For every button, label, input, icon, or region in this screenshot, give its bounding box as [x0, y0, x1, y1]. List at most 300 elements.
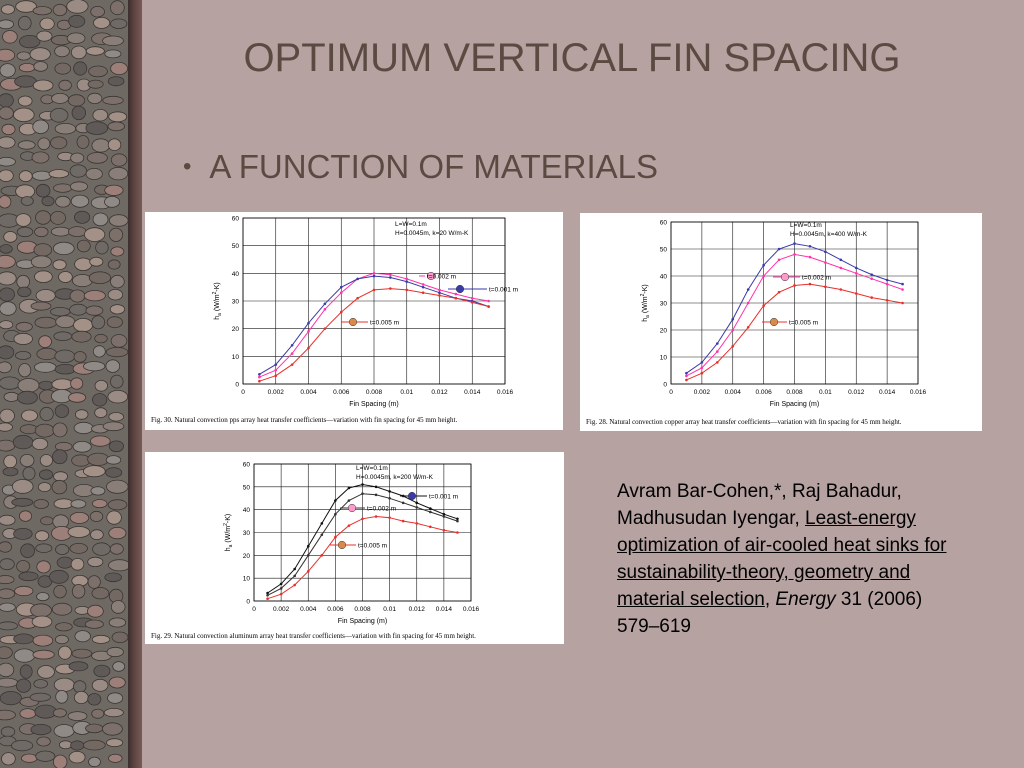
pebble	[32, 438, 48, 449]
data-point	[321, 554, 324, 557]
pebble	[88, 576, 100, 589]
y-axis-label-part: (W/m	[214, 294, 221, 314]
data-point	[348, 524, 351, 527]
data-point	[487, 300, 490, 303]
pebble	[36, 290, 55, 302]
pebble	[0, 589, 15, 599]
chart-annotation: L=W=0.1m	[395, 221, 427, 228]
data-point	[762, 304, 765, 307]
pebble	[19, 171, 32, 182]
y-tick-label: 60	[231, 215, 239, 223]
y-tick-label: 40	[659, 273, 667, 281]
data-point	[778, 248, 781, 251]
data-point	[340, 311, 343, 314]
pebble	[103, 422, 124, 431]
data-point	[340, 286, 343, 289]
data-point	[870, 277, 873, 280]
pebble	[0, 288, 15, 301]
legend-label: t=0.005 m	[358, 542, 388, 550]
pebble	[109, 677, 125, 688]
data-point	[824, 250, 827, 253]
pebble	[69, 751, 85, 763]
pebble	[102, 723, 122, 735]
citation-authors: Avram Bar-Cohen,*, Raj Bahadur, Madhusudan Iyengar,	[617, 481, 902, 529]
citation-separator: ,	[764, 589, 776, 610]
pebble	[0, 377, 20, 389]
pebble	[93, 213, 108, 226]
pebble	[109, 215, 128, 227]
chart-panel-aluminum	[145, 452, 564, 644]
pebble	[86, 724, 103, 733]
pebble	[57, 557, 73, 568]
y-axis-label-part: a	[645, 315, 651, 318]
pebble	[69, 662, 88, 671]
x-tick-label: 0.012	[848, 389, 865, 396]
pebble	[0, 663, 14, 677]
pebble	[42, 196, 54, 205]
pebble	[88, 694, 101, 706]
pebble	[107, 739, 123, 747]
data-point	[731, 318, 734, 321]
data-point	[389, 276, 392, 279]
pebble	[33, 120, 49, 134]
pebble	[109, 413, 124, 422]
pebble	[108, 260, 120, 269]
y-axis-label-part: -K)	[214, 282, 221, 292]
pebble	[39, 470, 52, 480]
y-tick-label: 0	[663, 381, 667, 389]
pebble	[92, 635, 110, 643]
y-tick-label: 50	[242, 484, 250, 492]
pebble	[72, 331, 91, 342]
legend-label: t=0.001 m	[489, 286, 519, 294]
pebble	[0, 170, 13, 182]
x-tick-label: 0.008	[786, 389, 803, 396]
y-axis-label-part: -K)	[225, 513, 232, 524]
pebble	[54, 499, 73, 509]
pebble	[113, 662, 125, 672]
pebble	[92, 679, 108, 691]
pebble	[31, 724, 51, 734]
data-point	[840, 267, 843, 270]
pebble	[17, 561, 30, 573]
pebble	[38, 483, 51, 492]
data-point	[731, 329, 734, 332]
data-point	[307, 322, 310, 325]
chart-annotation: H=0.0045m, k=400 W/m-K	[790, 231, 867, 238]
pebble	[73, 441, 91, 452]
x-tick-label: 0.002	[693, 389, 711, 396]
x-tick-label: 0.004	[300, 606, 317, 613]
pebble	[35, 705, 57, 718]
pebble	[55, 123, 76, 134]
pebble	[55, 350, 75, 363]
pebble	[34, 680, 48, 689]
data-point	[716, 361, 719, 364]
pebble	[18, 96, 32, 106]
pebble	[0, 647, 12, 659]
data-point	[471, 301, 474, 304]
pebble	[36, 544, 52, 553]
pebble	[54, 184, 72, 193]
data-point	[778, 259, 781, 262]
pebble	[70, 290, 85, 302]
pebble	[41, 517, 54, 525]
pebble	[105, 573, 122, 582]
citation-journal: Energy	[775, 589, 836, 610]
pebble	[15, 351, 30, 359]
pebble	[40, 455, 52, 467]
pebble	[23, 467, 35, 480]
pebble	[53, 450, 68, 464]
pebble	[107, 480, 129, 493]
chart-annotation: H=0.0045m, k=200 W/m-K	[356, 474, 433, 481]
data-point	[375, 494, 378, 497]
pebble	[34, 362, 56, 372]
data-point	[373, 289, 376, 292]
pebble	[71, 195, 89, 207]
pebble	[19, 63, 35, 71]
pebble	[52, 480, 67, 494]
data-point	[778, 291, 781, 294]
data-point	[685, 372, 688, 375]
data-point	[388, 497, 391, 500]
pebble	[53, 242, 74, 254]
pebble	[0, 64, 15, 78]
data-point	[348, 487, 351, 490]
pebble	[18, 379, 39, 393]
pebble	[104, 708, 123, 716]
pebble	[75, 631, 91, 642]
pebble	[53, 709, 66, 717]
legend-marker	[770, 318, 778, 326]
data-point	[307, 545, 310, 548]
pebble	[0, 245, 12, 254]
y-tick-label: 60	[242, 461, 250, 469]
data-point	[356, 297, 359, 300]
pebble	[0, 346, 14, 359]
pebble	[73, 681, 86, 693]
pebble	[17, 275, 30, 288]
pebble	[54, 332, 72, 341]
pebble	[71, 741, 84, 750]
pebble	[19, 364, 31, 377]
pebble	[59, 272, 73, 283]
pebble	[92, 316, 105, 329]
pebble	[95, 380, 108, 391]
pebble	[86, 47, 104, 56]
pebble	[91, 6, 105, 17]
pebble	[68, 227, 86, 237]
data-point	[870, 296, 873, 299]
pebble	[30, 693, 50, 701]
data-point	[747, 288, 750, 291]
y-tick-label: 20	[231, 326, 239, 334]
data-point	[293, 584, 296, 587]
pebble	[72, 106, 86, 120]
figure-caption: Fig. 28. Natural convection copper array heat transfer coefficients—variation with fin spacing for 45 mm height.	[586, 418, 902, 426]
pebble	[89, 757, 101, 767]
x-tick-label: 0.014	[878, 389, 896, 396]
pebble	[0, 255, 15, 268]
x-tick-label: 0.006	[755, 389, 772, 396]
citation-title-link[interactable]: Least-energy optimization of air-cooled heat sinks for sustainability-theory, geometry and material selection	[617, 508, 947, 610]
pebble	[50, 211, 65, 224]
pebble	[69, 15, 85, 27]
data-point	[824, 261, 827, 264]
data-point	[443, 515, 446, 518]
pebble	[86, 306, 103, 315]
x-tick-label: 0.01	[819, 389, 832, 396]
pebble	[84, 291, 105, 301]
pebble	[0, 321, 13, 329]
data-point	[429, 511, 432, 514]
bullet-dot-icon: •	[183, 153, 192, 180]
pebble	[106, 347, 128, 356]
pebble	[95, 334, 108, 343]
y-tick-label: 0	[235, 381, 239, 389]
pebble	[16, 322, 32, 331]
pebble	[20, 709, 36, 719]
y-axis-label-part: (W/m	[642, 296, 649, 316]
pebble	[40, 407, 53, 420]
pebble	[92, 500, 107, 508]
pebble	[111, 62, 128, 74]
x-tick-label: 0.002	[267, 389, 284, 396]
pebble	[0, 576, 14, 584]
y-tick-label: 10	[659, 354, 667, 362]
pebble	[0, 107, 13, 119]
y-axis-label-part: (W/m	[225, 525, 232, 545]
pebble	[67, 0, 88, 13]
chart-annotation: H=0.0045m, k=20 W/m-K	[395, 230, 469, 237]
pebble	[86, 122, 108, 135]
pebble	[108, 500, 127, 510]
pebble	[51, 137, 67, 149]
pebble	[0, 272, 16, 285]
x-tick-label: 0.006	[327, 606, 344, 613]
pebble	[70, 543, 88, 553]
data-point	[293, 575, 296, 578]
data-point	[375, 515, 378, 518]
pebble	[13, 108, 34, 122]
pebble	[14, 634, 34, 644]
data-point	[388, 516, 391, 519]
pebble	[70, 512, 89, 523]
data-point	[388, 490, 391, 493]
legend-marker	[338, 541, 346, 549]
pebble	[56, 690, 68, 703]
pebble	[0, 409, 15, 422]
pebble	[18, 141, 35, 150]
citation	[617, 478, 967, 640]
pebble	[106, 468, 122, 478]
data-point	[402, 520, 405, 523]
pebble	[52, 379, 73, 390]
data-point	[334, 499, 337, 502]
pebble	[14, 333, 33, 344]
pebble	[4, 232, 17, 243]
x-tick-label: 0	[241, 389, 245, 396]
data-point	[762, 275, 765, 278]
pebble	[74, 211, 89, 223]
legend-marker	[348, 504, 356, 512]
pebble	[35, 424, 54, 437]
data-point	[793, 284, 796, 287]
data-point	[324, 302, 327, 305]
pebble	[36, 184, 50, 197]
pebble	[49, 570, 68, 583]
pebble	[103, 36, 124, 46]
pebble	[2, 124, 15, 134]
data-point	[405, 289, 408, 292]
pebble	[55, 635, 68, 644]
y-tick-label: 30	[242, 530, 250, 537]
pebble	[56, 316, 75, 328]
pebble	[0, 302, 16, 316]
pebble	[32, 171, 51, 180]
pebble	[0, 423, 13, 431]
pebble	[12, 480, 33, 494]
pebble	[0, 49, 15, 61]
data-point	[389, 273, 392, 276]
pebble	[14, 649, 35, 662]
pebble	[2, 31, 17, 44]
pebble	[32, 152, 49, 163]
slide-title: OPTIMUM VERTICAL FIN SPACING	[243, 36, 901, 80]
pebble	[70, 304, 87, 315]
data-point	[701, 372, 704, 375]
pebble	[59, 80, 72, 90]
y-axis-label	[212, 282, 223, 319]
data-point	[487, 305, 490, 308]
data-point	[840, 259, 843, 262]
chart-panel-pps	[145, 212, 563, 430]
legend-label: t=0.001 m	[429, 493, 459, 501]
data-point	[747, 302, 750, 305]
pebble	[33, 635, 53, 646]
pebble	[108, 390, 128, 403]
y-axis-label-part: -K)	[642, 284, 649, 294]
y-axis-label-part: h	[214, 315, 221, 320]
pebble	[106, 360, 120, 373]
data-point	[307, 347, 310, 350]
pebble	[112, 632, 128, 643]
pebble	[105, 50, 121, 58]
pebble	[109, 618, 126, 627]
pebble	[83, 740, 105, 750]
data-point	[716, 350, 719, 353]
pebble	[1, 753, 15, 765]
pebble	[58, 646, 71, 659]
pebble	[38, 138, 50, 150]
data-point	[456, 531, 459, 534]
pebble	[50, 108, 68, 122]
pebble	[34, 499, 49, 508]
pebble	[33, 7, 52, 15]
data-point	[438, 289, 441, 292]
data-point	[870, 273, 873, 276]
pebble	[56, 544, 69, 554]
pebble	[14, 528, 33, 539]
pebble	[110, 305, 124, 314]
pebble	[31, 604, 52, 617]
x-tick-label: 0.014	[435, 606, 453, 613]
data-point	[415, 502, 418, 505]
pebble	[93, 17, 109, 28]
data-point	[280, 583, 283, 586]
data-point	[422, 286, 425, 289]
pebble	[0, 710, 15, 720]
data-point	[701, 367, 704, 370]
pebble	[107, 511, 122, 524]
y-tick-label: 40	[242, 507, 250, 515]
data-point	[361, 492, 364, 495]
pebble	[21, 544, 35, 558]
pebble	[108, 139, 121, 151]
data-point	[793, 253, 796, 256]
x-tick-label: 0.002	[272, 606, 290, 613]
data-point	[293, 568, 296, 571]
data-point	[321, 533, 324, 536]
pebble	[89, 272, 110, 284]
chart-annotation: L=W=0.1m	[790, 222, 822, 229]
pebble	[93, 543, 111, 556]
pebble	[96, 241, 109, 254]
data-point	[701, 361, 704, 364]
pebble	[20, 454, 34, 466]
pebble	[0, 157, 15, 166]
pebble	[0, 94, 13, 107]
x-tick-label: 0.014	[464, 389, 481, 396]
pebble	[51, 227, 70, 236]
legend-marker	[781, 273, 789, 281]
pebble	[90, 257, 103, 266]
pebble	[86, 168, 102, 179]
x-tick-label: 0.008	[365, 389, 383, 396]
data-point	[455, 297, 458, 300]
data-point	[855, 267, 858, 270]
data-point	[361, 518, 364, 521]
pebble	[71, 378, 83, 389]
pebble	[75, 258, 92, 271]
pebble	[92, 588, 109, 599]
pebble	[94, 665, 110, 677]
y-axis-label	[223, 514, 234, 551]
chart-panel-copper	[580, 213, 982, 431]
pebble	[20, 425, 37, 434]
pebble	[18, 16, 31, 30]
pebble	[33, 80, 53, 91]
pebble	[53, 755, 67, 768]
data-point	[340, 291, 343, 294]
pebble	[111, 1, 125, 15]
pebble	[75, 410, 88, 420]
pebble	[88, 93, 102, 103]
pebble	[71, 46, 86, 59]
pebble	[77, 240, 90, 252]
data-point	[422, 283, 425, 286]
data-point	[266, 594, 269, 597]
x-axis-label: Fin Spacing (m)	[349, 401, 399, 408]
x-tick-label: 0.004	[724, 389, 741, 396]
data-point	[438, 294, 441, 297]
pebble	[55, 405, 69, 418]
pebble	[109, 167, 128, 180]
pebble	[74, 318, 93, 331]
data-point	[685, 375, 688, 378]
pebble	[111, 375, 124, 388]
